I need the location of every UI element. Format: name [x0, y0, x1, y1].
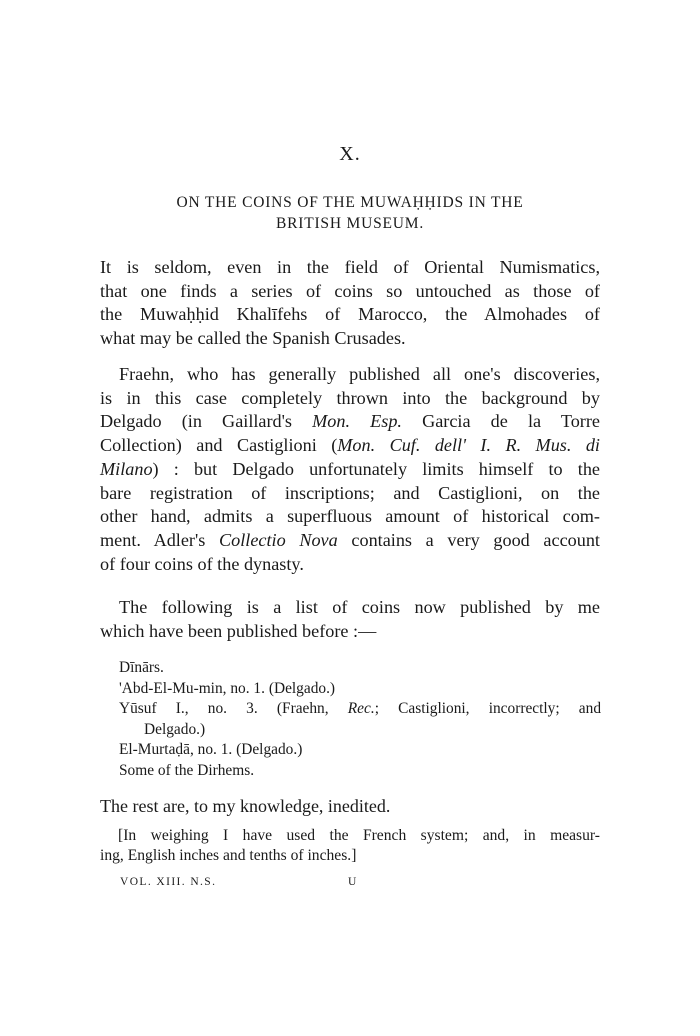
volume-signature: VOL. XIII. N.S. [120, 876, 217, 888]
list-item: 'Abd-El-Mu-min, no. 1. (Delgado.) [119, 679, 336, 697]
paragraph-1-line: that one finds a series of coins so untouched as those of [100, 280, 600, 301]
paragraph-2-line [100, 529, 600, 553]
list-item: El-Murtaḍā, no. 1. (Delgado.) [119, 741, 303, 759]
paragraph-2-line: other hand, admits a superfluous amount of historical com- [100, 506, 600, 527]
italic-title: Rec. [347, 700, 375, 718]
paragraph-3-line: The following is a list of coins now published by me [119, 597, 600, 617]
list-item [119, 699, 601, 720]
text-run: Collection) and Castiglioni ( [100, 435, 338, 456]
paragraph-2-line: Fraehn, who has generally published all one's discoveries, [119, 364, 600, 384]
paragraph-1-line: what may be called the Spanish Crusades. [100, 328, 406, 349]
paragraph-2-line [100, 458, 600, 482]
italic-title: Mon. Esp. [312, 411, 402, 432]
paragraph-3-line: which have been published before :— [100, 620, 377, 641]
title-line-1: ON THE COINS OF THE MUWAḤḤIDS IN THE [176, 194, 524, 211]
paragraph-1-line: It is seldom, even in the field of Oriental Numismatics, [100, 257, 600, 277]
signature-mark: U [348, 876, 358, 888]
paragraph-2-line: is in this case completely thrown into the background by [100, 387, 600, 408]
italic-title: Mon. Cuf. dell' I. R. Mus. di [337, 435, 600, 456]
title-line-2: BRITISH MUSEUM. [275, 215, 425, 232]
paragraph-2-line [100, 410, 600, 434]
text-run: ) : but Delgado unfortunately limits himself to the [152, 458, 600, 479]
text-run: Delgado (in Gaillard's [100, 411, 313, 432]
list-heading: Dīnārs. [119, 659, 164, 676]
paragraph-2-line [100, 434, 600, 458]
list-item: Some of the Dirhems. [119, 761, 255, 779]
text-run: Yūsuf I., no. 3. (Fraehn, [119, 700, 348, 718]
note-line: ing, English inches and tenths of inches.] [100, 846, 357, 864]
paragraph-2-line: of four coins of the dynasty. [100, 553, 304, 574]
paragraph-3 [100, 596, 600, 643]
text-run: Garcia de la Torre [401, 411, 600, 432]
text-run: ment. Adler's [100, 529, 219, 550]
closing-sentence: The rest are, to my knowledge, inedited. [100, 796, 391, 816]
text-run: contains a very good account [337, 529, 600, 550]
paragraph-2-line: bare registration of inscriptions; and Castiglioni, on the [100, 482, 600, 503]
text-run: ; Castiglioni, incorrectly; and [374, 700, 602, 718]
paragraph-1-line: the Muwaḥḥid Khalīfehs of Marocco, the Almohades of [100, 304, 600, 325]
paragraph-2 [100, 363, 600, 576]
list-item-continuation: Delgado.) [144, 720, 206, 738]
italic-title: Collectio Nova [219, 529, 338, 550]
chapter-title [100, 192, 600, 234]
italic-title: Milano [100, 458, 153, 479]
chapter-numeral: X. [339, 143, 361, 165]
note-line: [In weighing I have used the French system; and, in measur- [118, 827, 600, 844]
bracketed-note [100, 826, 600, 865]
coin-list [119, 658, 601, 782]
paragraph-1 [100, 256, 600, 351]
